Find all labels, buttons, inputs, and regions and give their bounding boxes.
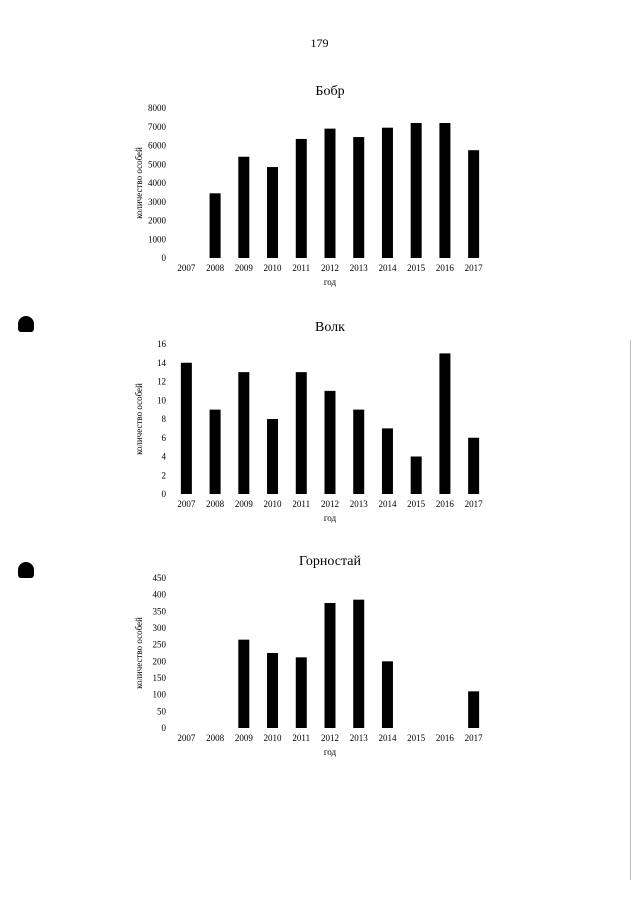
x-tick-label: 2013 bbox=[349, 733, 368, 743]
bar-2008 bbox=[210, 193, 221, 258]
y-tick-label: 400 bbox=[152, 589, 166, 600]
bar-2011 bbox=[296, 372, 307, 494]
bar-2015 bbox=[411, 457, 422, 495]
x-tick-label: 2009 bbox=[234, 733, 253, 743]
bar-2013 bbox=[353, 410, 364, 494]
chart-wolf bbox=[0, 314, 639, 534]
y-tick-label: 0 bbox=[161, 489, 166, 499]
y-tick-label: 0 bbox=[161, 723, 166, 733]
x-tick-label: 2011 bbox=[292, 263, 311, 273]
y-axis-label: количество особей bbox=[134, 617, 144, 689]
bar-2017 bbox=[468, 150, 479, 258]
y-tick-label: 100 bbox=[152, 689, 166, 700]
x-tick-label: 2015 bbox=[407, 263, 426, 273]
bar-2016 bbox=[439, 123, 450, 258]
bar-2016 bbox=[439, 353, 450, 494]
bar-2007 bbox=[181, 363, 192, 494]
x-tick-label: 2010 bbox=[263, 499, 282, 509]
x-axis-label: год bbox=[323, 513, 337, 523]
x-tick-label: 2010 bbox=[263, 733, 282, 743]
y-tick-label: 14 bbox=[157, 357, 166, 368]
x-tick-label: 2016 bbox=[435, 733, 454, 743]
chart-title: Волк bbox=[315, 320, 345, 335]
x-tick-label: 2014 bbox=[378, 263, 397, 273]
y-tick-label: 8 bbox=[161, 414, 166, 424]
bar-2009 bbox=[238, 640, 249, 728]
y-tick-label: 1000 bbox=[148, 234, 166, 245]
y-tick-label: 5000 bbox=[148, 159, 166, 170]
y-tick-label: 16 bbox=[157, 339, 166, 349]
bar-2010 bbox=[267, 167, 278, 258]
chart-beaver bbox=[0, 78, 639, 298]
bar-2015 bbox=[411, 123, 422, 258]
x-tick-label: 2007 bbox=[177, 733, 196, 743]
y-tick-label: 2000 bbox=[148, 215, 166, 226]
y-tick-label: 8000 bbox=[148, 103, 166, 113]
y-tick-label: 12 bbox=[157, 376, 166, 387]
y-tick-label: 50 bbox=[157, 706, 166, 717]
page-number: 179 bbox=[310, 36, 329, 50]
y-tick-label: 0 bbox=[161, 253, 166, 263]
chart-title: Горностай bbox=[299, 554, 361, 569]
y-tick-label: 4 bbox=[161, 451, 166, 462]
y-axis-label: количество особей bbox=[134, 147, 144, 219]
x-tick-label: 2017 bbox=[464, 263, 483, 273]
y-tick-label: 150 bbox=[152, 673, 166, 683]
x-tick-label: 2007 bbox=[177, 499, 196, 509]
bar-2013 bbox=[353, 137, 364, 258]
x-tick-label: 2007 bbox=[177, 263, 196, 273]
x-tick-label: 2013 bbox=[349, 263, 368, 273]
x-tick-label: 2016 bbox=[435, 263, 454, 273]
x-tick-label: 2011 bbox=[292, 733, 311, 743]
bar-2012 bbox=[325, 391, 336, 494]
y-tick-label: 200 bbox=[152, 656, 166, 667]
y-tick-label: 250 bbox=[152, 639, 166, 650]
x-tick-label: 2008 bbox=[206, 263, 225, 273]
x-tick-label: 2015 bbox=[407, 733, 426, 743]
bar-2011 bbox=[296, 657, 307, 728]
bar-2013 bbox=[353, 600, 364, 728]
x-tick-label: 2010 bbox=[263, 263, 282, 273]
bar-2012 bbox=[325, 603, 336, 728]
x-axis-label: год bbox=[323, 277, 337, 287]
y-tick-label: 450 bbox=[152, 573, 166, 583]
bar-2014 bbox=[382, 661, 393, 728]
x-tick-label: 2012 bbox=[321, 733, 339, 743]
y-tick-label: 7000 bbox=[148, 121, 166, 132]
x-tick-label: 2017 bbox=[464, 499, 483, 509]
bar-2017 bbox=[468, 438, 479, 494]
x-tick-label: 2014 bbox=[378, 733, 397, 743]
bar-2009 bbox=[238, 372, 249, 494]
x-tick-label: 2009 bbox=[234, 499, 253, 509]
bar-2010 bbox=[267, 419, 278, 494]
y-tick-label: 6 bbox=[161, 432, 166, 443]
bar-2012 bbox=[325, 129, 336, 258]
chart-title: Бобр bbox=[315, 84, 345, 99]
x-tick-label: 2009 bbox=[234, 263, 253, 273]
y-tick-label: 10 bbox=[157, 395, 166, 406]
x-tick-label: 2016 bbox=[435, 499, 454, 509]
x-tick-label: 2015 bbox=[407, 499, 426, 509]
chart-ermine bbox=[0, 548, 639, 768]
x-tick-label: 2014 bbox=[378, 499, 397, 509]
x-tick-label: 2017 bbox=[464, 733, 483, 743]
bar-2014 bbox=[382, 128, 393, 258]
bar-2008 bbox=[210, 410, 221, 494]
bar-2010 bbox=[267, 653, 278, 728]
y-axis-label: количество особей bbox=[134, 383, 144, 455]
y-tick-label: 6000 bbox=[148, 140, 166, 151]
x-tick-label: 2011 bbox=[292, 499, 311, 509]
x-tick-label: 2013 bbox=[349, 499, 368, 509]
x-tick-label: 2008 bbox=[206, 499, 225, 509]
x-tick-label: 2012 bbox=[321, 499, 339, 509]
y-tick-label: 300 bbox=[152, 623, 166, 633]
x-tick-label: 2008 bbox=[206, 733, 225, 743]
x-axis-label: год bbox=[323, 747, 337, 757]
x-tick-label: 2012 bbox=[321, 263, 339, 273]
bar-2017 bbox=[468, 691, 479, 728]
bar-2014 bbox=[382, 428, 393, 494]
y-tick-label: 350 bbox=[152, 606, 166, 617]
bar-2009 bbox=[238, 157, 249, 258]
y-tick-label: 2 bbox=[161, 470, 166, 481]
y-tick-label: 3000 bbox=[148, 196, 166, 207]
bar-2011 bbox=[296, 139, 307, 258]
y-tick-label: 4000 bbox=[148, 178, 166, 188]
